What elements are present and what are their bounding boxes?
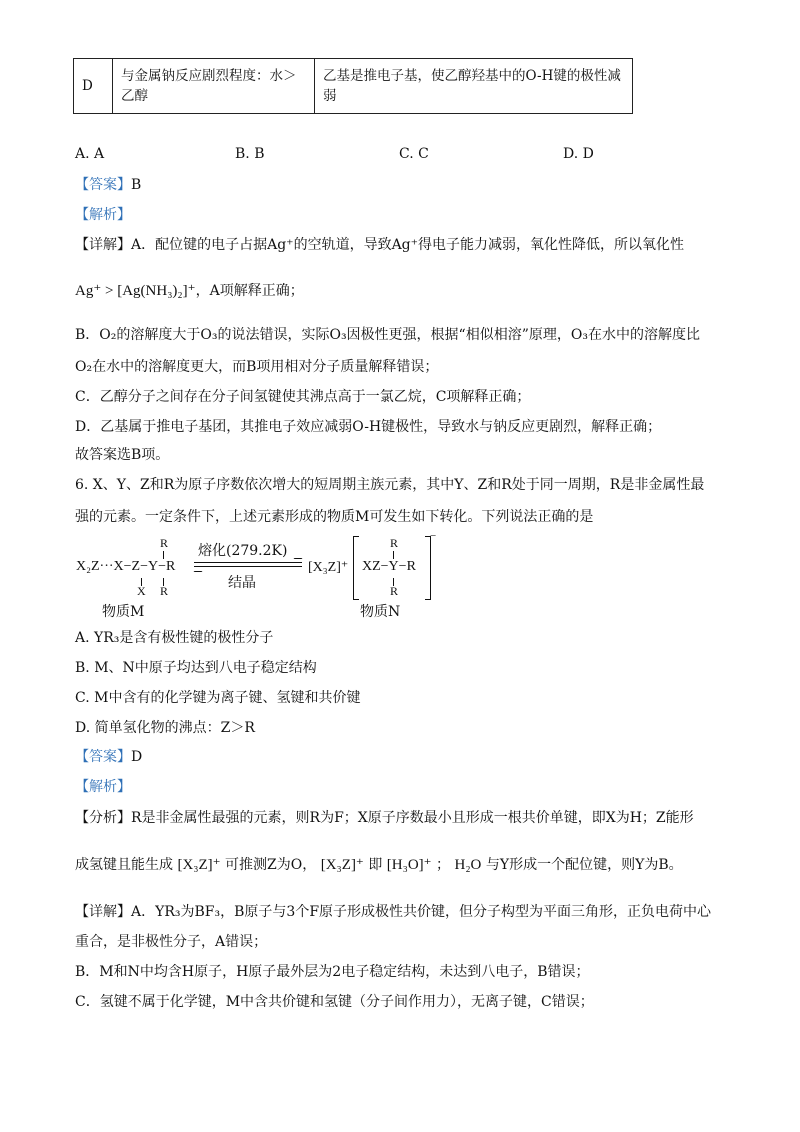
q5-answer — [75, 175, 141, 195]
formula-tail: ，A项解释正确； — [195, 283, 304, 299]
q6-detail-a2: 重合，是非极性分子，A错误； — [75, 934, 268, 950]
reverse-arrow — [194, 566, 302, 567]
anion-charge: − — [430, 530, 437, 542]
melt-label: 熔化(279.2K) — [198, 543, 288, 559]
q6-stem-2: 强的元素。一定条件下，上述元素形成的物质M可发生如下转化。下列说法正确的是 — [75, 509, 594, 525]
q5-detail-b2: O₂在水中的溶解度更大，而B项用相对分子质量解释错误； — [75, 359, 439, 375]
q5-conclusion: 故答案选B项。 — [75, 447, 170, 463]
option-c: C. C — [399, 146, 429, 162]
q6-option-c: C. M中含有的化学键为离子键、氢键和共价键 — [75, 690, 361, 706]
reaction-scheme — [70, 532, 440, 624]
atom-r-bottom-n: R — [390, 584, 399, 598]
q6-analysis-1: 【分析】R是非金属性最强的元素，则R为F；X原子序数最小且形成一根共价单键，即X为H；Z能形 — [75, 810, 694, 826]
analysis-text: ； — [436, 857, 451, 873]
q6-option-b: B. M、N中原子均达到八电子稳定结构 — [75, 660, 317, 676]
formula-ag: Ag⁺ > [Ag(NH₃)₂]⁺ — [75, 283, 196, 299]
q6-analysis-2 — [75, 855, 683, 875]
label-substance-m: 物质M — [102, 604, 145, 620]
q6-option-d: D. 简单氢化物的沸点：Z＞R — [75, 720, 255, 736]
q6-detail-b: B．M和N中均含H原子，H原子最外层为2电子稳定结构，未达到八电子，B错误； — [75, 964, 590, 980]
bond-line — [393, 551, 394, 559]
forward-arrow — [194, 562, 302, 563]
answer-value: D — [131, 749, 143, 765]
crystal-label: 结晶 — [228, 575, 256, 591]
label-substance-n: 物质N — [360, 604, 401, 620]
bond-line — [163, 551, 164, 559]
analysis-text: 成氢键且能生成 — [75, 857, 173, 873]
atom-x-bottom-m: X — [137, 584, 146, 598]
answer-value: B — [131, 177, 142, 193]
q5-detail-d: D．乙基属于推电子基团，其推电子效应减弱O-H键极性，导致水与钠反应更剧烈，解释正确； — [75, 419, 662, 435]
option-a: A. A — [75, 146, 105, 162]
analysis-text: 可推测Z为O， — [225, 857, 317, 873]
q5-analysis-tag: 【解析】 — [75, 207, 131, 223]
q6-stem-1: 6. X、Y、Z和R为原子序数依次增大的短周期主族元素，其中Y、Z和R处于同一周期，R是非金属性最 — [75, 477, 705, 493]
answer-tag: 【答案】 — [75, 749, 131, 765]
formula-x3z: [X₃Z]⁺ — [177, 857, 221, 873]
cation-formula: [X₃Z]⁺ — [308, 560, 349, 575]
q6-detail-c: C．氢键不属于化学键，M中含共价键和氢键（分子间作用力），无离子键，C错误； — [75, 994, 594, 1010]
q6-detail-a1: 【详解】A．YR₃为BF₃，B原子与3个F原子形成极性共价键，但分子构型为平面三角形，正负电荷中心 — [75, 904, 712, 920]
formula-h2o: H₂O — [454, 857, 482, 873]
atom-r-top-m: R — [160, 536, 169, 550]
option-d: D. D — [563, 146, 594, 162]
formula-h3o: [H₃O]⁺ — [386, 857, 432, 873]
atom-r-bottom-m: R — [160, 584, 169, 598]
q6-option-a: A. YR₃是含有极性键的极性分子 — [75, 630, 274, 646]
q5-formula-line — [75, 281, 304, 301]
arrow-head-left — [190, 567, 203, 572]
molecule-m-formula: X₂Z···X−Z−Y−R — [76, 559, 176, 574]
analysis-text: 即 — [368, 857, 383, 873]
table-cell-phenomenon: 与金属钠反应剧烈程度：水＞乙醇 — [113, 59, 315, 114]
q5-detail-c: C．乙醇分子之间存在分子间氢键使其沸点高于一氯乙烷，C项解释正确； — [75, 389, 531, 405]
table-row-label: D — [74, 59, 113, 114]
analysis-text: 与Y形成一个配位键，则Y为B。 — [485, 857, 683, 873]
table-row — [74, 59, 633, 114]
anion-formula: XZ−Y−R — [362, 559, 416, 574]
atom-r-top-n: R — [390, 536, 399, 550]
table-cell-explanation: 乙基是推电子基，使乙醇羟基中的O-H键的极性减弱 — [315, 59, 633, 114]
bracket-left — [353, 536, 359, 600]
option-b: B. B — [235, 146, 265, 162]
q5-detail-a: 【详解】A．配位键的电子占据Ag⁺的空轨道，导致Ag⁺得电子能力减弱，氧化性降低，所以氧化性 — [75, 237, 685, 253]
formula-x3z: [X₃Z]⁺ — [320, 857, 364, 873]
answer-tag: 【答案】 — [75, 177, 131, 193]
q6-answer — [75, 747, 142, 767]
q6-analysis-tag: 【解析】 — [75, 779, 131, 795]
bracket-right — [425, 536, 431, 600]
q5-detail-b1: B．O₂的溶解度大于O₃的说法错误，实际O₃因极性更强，根据“相似相溶”原理，O₃在水中的溶解度比 — [75, 327, 700, 343]
answer-table — [73, 58, 633, 114]
